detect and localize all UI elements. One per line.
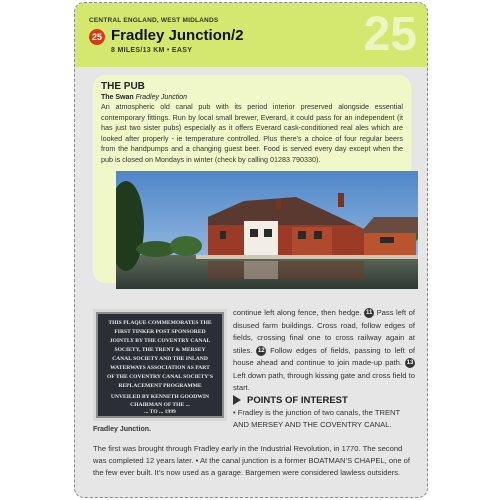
pub-name-label: The Swan	[101, 94, 134, 101]
poi-bullet-1-lead: • Fradley is the junction of two canals, the	[233, 408, 373, 417]
poi-bullet-1	[233, 407, 415, 431]
pub-heading: THE PUB	[101, 81, 145, 92]
poi-bullet-1-names: TRENT AND MERSEY AND THE COVENTRY CANAL.	[233, 408, 401, 430]
plaque-line: CANAL SOCIETY AND THE INLAND	[112, 356, 208, 362]
pub-name	[101, 94, 187, 101]
walk-card	[74, 2, 428, 498]
route-directions	[233, 307, 415, 395]
poi-bullet-2-name: BOATMAN’S CHAPEL,	[308, 456, 387, 465]
pub-box	[93, 75, 411, 283]
play-arrow-icon	[233, 395, 241, 405]
header-band	[75, 3, 427, 67]
plaque-line: REPLACEMENT PROGRAMME	[118, 383, 202, 389]
plaque-line: ... TO ... 1999	[144, 409, 176, 415]
poi-bullet-2-rest: one of the few ever built. It’s now used as a garage. Bargemen were considered lawless outsiders.	[93, 456, 411, 477]
walk-number-watermark: 25	[363, 8, 417, 61]
region-label: CENTRAL ENGLAND, WEST MIDLANDS	[89, 17, 219, 24]
poi-bullet-2-lead: • At the canal junction is a former	[195, 456, 307, 465]
pub-location: Fradley Junction	[135, 94, 187, 101]
poi-heading	[233, 395, 348, 406]
route-step-11: Pass left of disused farm buildings. Cross road, follow edges of fields, crossing final one to cross railway again at stiles.	[233, 308, 415, 355]
plaque-line: SOCIETY, THE TRENT & MERSEY	[114, 347, 206, 353]
poi-heading-text: POINTS OF INTEREST	[247, 395, 348, 406]
plaque-photo	[93, 309, 227, 421]
pub-description: An atmospheric old canal pub with its period interior preserved alongside essential contemporary fittings. Run by local small brewer, Everard, it could pass for an independent (it has just two sister pubs) especially as it offers Everard cask-conditioned real ales which are looked after properly - ie temperature controlled. Plus there’s a choice of four regular beers from the handpumps and a changing guest beer. Food is served every day except when the pub is closed on Mondays in winter (check by calling 01283 790330).	[101, 102, 403, 164]
route-step-12: Follow edges of fields, passing to left of house ahead and continue to join made-up path.	[233, 345, 415, 367]
walk-meta: 8 MILES/13 KM • EASY	[111, 47, 193, 54]
plaque-line: THIS PLAQUE COMMEMORATES THE	[108, 320, 212, 326]
waypoint-11-marker: 11	[365, 310, 373, 316]
plaque-line: JOINTLY BY THE COVENTRY CANAL	[109, 338, 211, 344]
poi-bullet-1-rest: The first was brought through Fradley early in the Industrial Revolution, in 1770. The second was completed 12 years later.	[93, 444, 403, 465]
plaque-line: OF THE COVENTRY CANAL SOCIETY'S	[107, 374, 213, 380]
walk-number-badge: 25	[89, 29, 105, 45]
plaque-line: FIRST TINKER POST SPONSORED	[114, 329, 206, 335]
pub-photo	[116, 171, 418, 289]
waypoint-12-marker: 12	[257, 347, 265, 354]
plaque-line: WATERWAYS ASSOCIATION AS PART	[110, 365, 210, 371]
route-intro: continue left along fence, then hedge.	[233, 308, 362, 317]
plaque-line: UNVEILED BY KENNETH GOODWIN	[110, 394, 210, 400]
route-step-13: Left down path, through kissing gate and cross field to start.	[233, 370, 415, 392]
waypoint-13-marker: 13	[406, 360, 414, 366]
poi-continuation	[93, 443, 415, 479]
plaque-line: CHAIRMAN OF THE ...	[130, 402, 190, 408]
plaque-caption: Fradley Junction.	[93, 426, 151, 433]
walk-title: Fradley Junction/2	[111, 27, 244, 44]
